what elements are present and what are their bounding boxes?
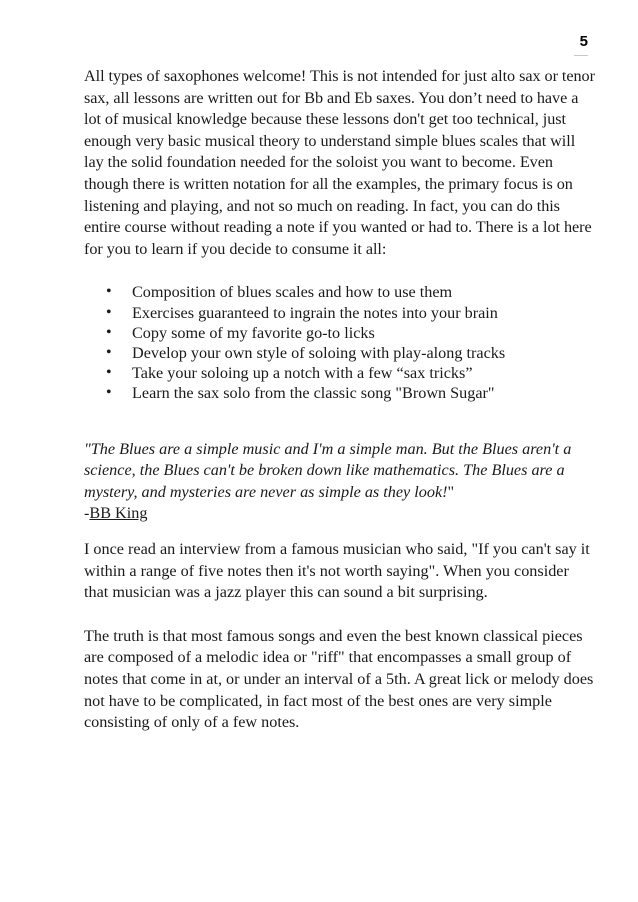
five-notes-paragraph: I once read an interview from a famous musician who said, "If you can't say it within a range of five notes then it's not worth saying". When you consider that musician was a jazz player this can sound a bit surprising. [84, 539, 590, 602]
intro-paragraph: All types of saxophones welcome! This is not intended for just alto sax or tenor sax, all lessons are written out for Bb and Eb saxes. You don’t need to have a lot of musical knowledge because these lessons don't get too technical, just enough very basic musical theory to understand simple blues scales that will lay the solid foundation needed for the soloist you want to become. Even though there is written notation for all the examples, the primary focus is on listening and playing, and not so much on reading. In fact, you can do this entire course without reading a note if you wanted or had to. There is a lot here for you to learn if you decide to consume it all: [84, 67, 595, 258]
quote-author-link[interactable]: BB King [89, 504, 148, 523]
melody-paragraph: The truth is that most famous songs and even the best known classical pieces are composed of a melodic idea or "riff" that encompasses a small group of notes that come in at, or under an interval of a 5th. A great lick or melody does not have to be complicated, in fact most of the best ones are very simple consisting of only of a few notes. [84, 626, 594, 732]
bullet-icon: • [106, 343, 112, 361]
list-item-text: Take your soloing up a notch with a few “sax tricks” [132, 364, 473, 383]
bullet-icon: • [106, 323, 112, 341]
attribution-dash: - [84, 504, 90, 523]
quote-attribution [84, 503, 596, 525]
list-item [84, 343, 596, 363]
list-item-text: Copy some of my favorite go-to licks [132, 323, 375, 342]
list-item-text: Learn the sax solo from the classic song "Brown Sugar" [132, 384, 495, 403]
list-item [84, 383, 596, 403]
list-item [84, 323, 596, 343]
quote-text: "The Blues are a simple music and I'm a simple man. But the Blues aren't a science, the Blues can't be broken down like mathematics. The Blues are a mystery, and mysteries are never as simple as they look! [84, 439, 572, 501]
list-item [84, 303, 596, 323]
list-item-text: Exercises guaranteed to ingrain the notes into your brain [132, 303, 498, 322]
list-item-text: Composition of blues scales and how to use them [132, 283, 453, 302]
lesson-list [84, 282, 596, 403]
page-number-rule [574, 55, 588, 56]
bullet-icon: • [106, 364, 112, 382]
list-item [84, 282, 596, 302]
bullet-icon: • [106, 283, 112, 301]
page-number: 5 [579, 33, 588, 50]
bullet-icon: • [106, 303, 112, 321]
bb-king-quote [84, 439, 596, 504]
bullet-icon: • [106, 384, 112, 402]
page-content [84, 66, 596, 734]
list-item [84, 363, 596, 383]
list-item-text: Develop your own style of soloing with play-along tracks [132, 343, 506, 362]
quote-closing-mark: " [447, 482, 455, 501]
